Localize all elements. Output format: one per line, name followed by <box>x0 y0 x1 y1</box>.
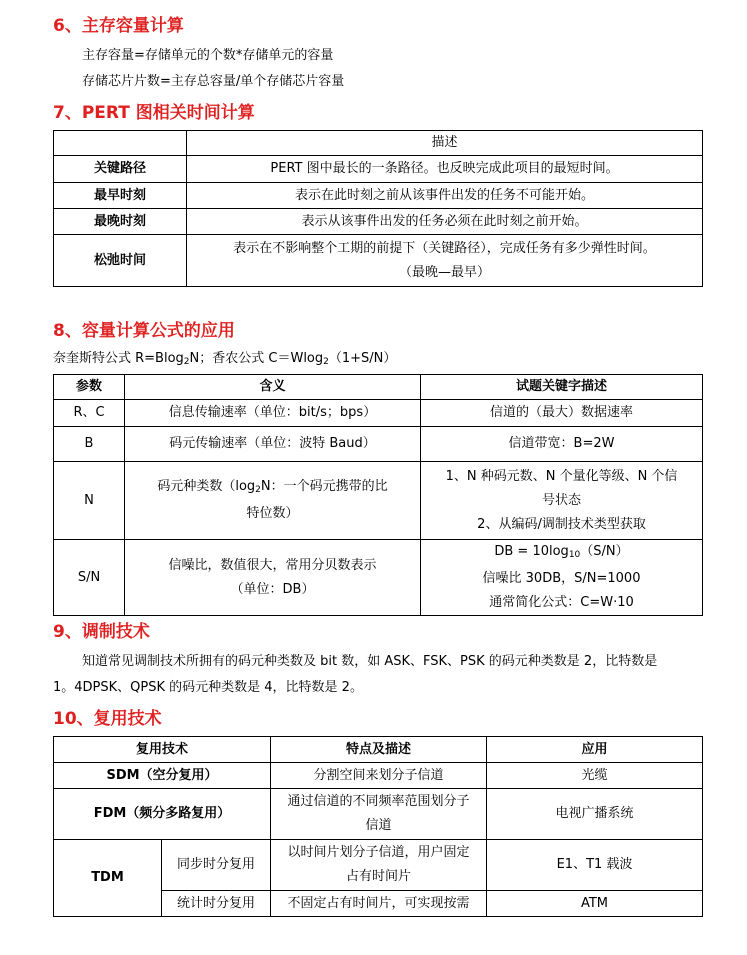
app-cell: E1、T1 载波 <box>487 840 703 891</box>
keyword-line: 信噪比 30DB，S/N=1000 <box>482 571 641 586</box>
column-header: 特点及描述 <box>271 737 487 763</box>
table-row <box>54 375 703 400</box>
keyword-line: DB = $10\log_{10}(S/N)$ <box>494 544 629 560</box>
row-desc: 表示从该事件出发的任务必须在此时刻之前开始。 <box>187 209 703 235</box>
row-label: 最晚时刻 <box>54 209 187 235</box>
table-row <box>54 737 703 763</box>
nyquist-formula: 奈奎斯特公式 R=Blog <box>53 351 184 366</box>
table-row <box>54 131 703 156</box>
keyword-line: 2、从编码/调制技术类型获取 <box>477 516 646 532</box>
storage-formula-2: 存储芯片片数=主存总容量/单个存储芯片容量 <box>82 74 345 89</box>
section-10-title: 10、复用技术 <box>53 709 162 729</box>
app-cell: 电视广播系统 <box>487 789 703 840</box>
sub-tech-cell: 统计时分复用 <box>162 891 271 917</box>
app-cell: 光缆 <box>487 763 703 789</box>
table-row <box>54 235 703 287</box>
subscript: 2 <box>323 357 329 367</box>
meaning-line: （单位：DB） <box>230 581 315 597</box>
column-header: 试题关键字描述 <box>421 375 703 400</box>
meaning-cell <box>125 540 421 616</box>
keyword-cell <box>421 462 703 540</box>
pert-table <box>53 130 703 287</box>
modulation-text-1: 知道常见调制技术所拥有的码元种类数及 bit 数，如 ASK、FSK、PSK 的码元种类数是 2，比特数是 <box>82 654 658 669</box>
meaning-cell: 码元传输速率（单位：波特 Baud） <box>125 427 421 462</box>
meaning-line: 信噪比，数值很大，常用分贝数表示 <box>168 557 377 573</box>
meaning-cell: 信息传输速率（单位：bit/s；bps） <box>125 400 421 427</box>
tech-name-cell: FDM（频分多路复用） <box>54 789 271 840</box>
table-row <box>54 156 703 183</box>
capacity-table <box>53 374 703 616</box>
desc-line: 占有时间片 <box>346 869 412 884</box>
keyword-cell <box>421 540 703 616</box>
desc-line: 信道 <box>365 818 392 833</box>
tech-name-cell: TDM <box>54 840 162 917</box>
table-row <box>54 789 703 840</box>
table-row <box>54 462 703 540</box>
keyword-line: 号状态 <box>541 492 581 508</box>
param-cell: N <box>54 462 125 540</box>
shannon-formula: N；香农公式 C＝Wlog <box>189 351 324 366</box>
tech-name-cell: SDM（空分复用） <box>54 763 271 789</box>
modulation-text-2: 1。4DPSK、QPSK 的码元种类数是 4，比特数是 2。 <box>53 680 363 695</box>
storage-formula-1: 主存容量=存储单元的个数*存储单元的容量 <box>82 48 334 63</box>
empty-cell <box>54 131 187 156</box>
desc-line: 以时间片划分子信道，用户固定 <box>287 845 470 860</box>
app-cell: ATM <box>487 891 703 917</box>
table-row <box>54 209 703 235</box>
desc-cell <box>271 840 487 891</box>
desc-line: 表示在不影响整个工期的前提下（关键路径），完成任务有多少弹性时间。 <box>233 240 656 256</box>
meaning-line: 特位数） <box>246 506 299 521</box>
meaning-line: 码元种类数（$\log_2N$：一个码元携带的比 <box>157 479 388 495</box>
table-row <box>54 840 703 891</box>
row-label: 关键路径 <box>54 156 187 183</box>
table-row <box>54 183 703 209</box>
section-6-title: 6、主存容量计算 <box>53 16 184 36</box>
desc-line: （最晚—最早） <box>398 264 490 280</box>
column-header: 含义 <box>125 375 421 400</box>
keyword-line: 通常简化公式：C=W·10 <box>489 595 634 610</box>
table-row <box>54 763 703 789</box>
keyword-line: 1、N 种码元数、N 个量化等级、N 个信 <box>445 468 678 484</box>
section-9-title: 9、调制技术 <box>53 622 150 642</box>
column-header: 描述 <box>187 131 703 156</box>
row-desc: PERT 图中最长的一条路径。也反映完成此项目的最短时间。 <box>187 156 703 183</box>
row-label: 最早时刻 <box>54 183 187 209</box>
meaning-cell <box>125 462 421 540</box>
capacity-formulas <box>53 350 396 371</box>
param-cell: S/N <box>54 540 125 616</box>
desc-cell: 不固定占有时间片，可实现按需 <box>271 891 487 917</box>
desc-line: 通过信道的不同频率范围划分子 <box>287 794 470 809</box>
param-cell: B <box>54 427 125 462</box>
section-8-title: 8、容量计算公式的应用 <box>53 321 235 341</box>
table-row <box>54 540 703 616</box>
keyword-cell: 信道的（最大）数据速率 <box>421 400 703 427</box>
row-desc <box>187 235 703 287</box>
param-cell: R、C <box>54 400 125 427</box>
sub-tech-cell: 同步时分复用 <box>162 840 271 891</box>
shannon-formula-tail: （1+S/N） <box>328 351 397 366</box>
desc-cell <box>271 789 487 840</box>
section-7-title: 7、PERT 图相关时间计算 <box>53 103 255 123</box>
row-desc: 表示在此时刻之前从该事件出发的任务不可能开始。 <box>187 183 703 209</box>
column-header: 参数 <box>54 375 125 400</box>
multiplexing-table <box>53 736 703 917</box>
desc-cell: 分割空间来划分子信道 <box>271 763 487 789</box>
column-header: 复用技术 <box>54 737 271 763</box>
keyword-cell: 信道带宽：B=2W <box>421 427 703 462</box>
table-row <box>54 427 703 462</box>
subscript: 2 <box>183 357 190 367</box>
table-row <box>54 400 703 427</box>
column-header: 应用 <box>487 737 703 763</box>
row-label: 松弛时间 <box>54 235 187 287</box>
